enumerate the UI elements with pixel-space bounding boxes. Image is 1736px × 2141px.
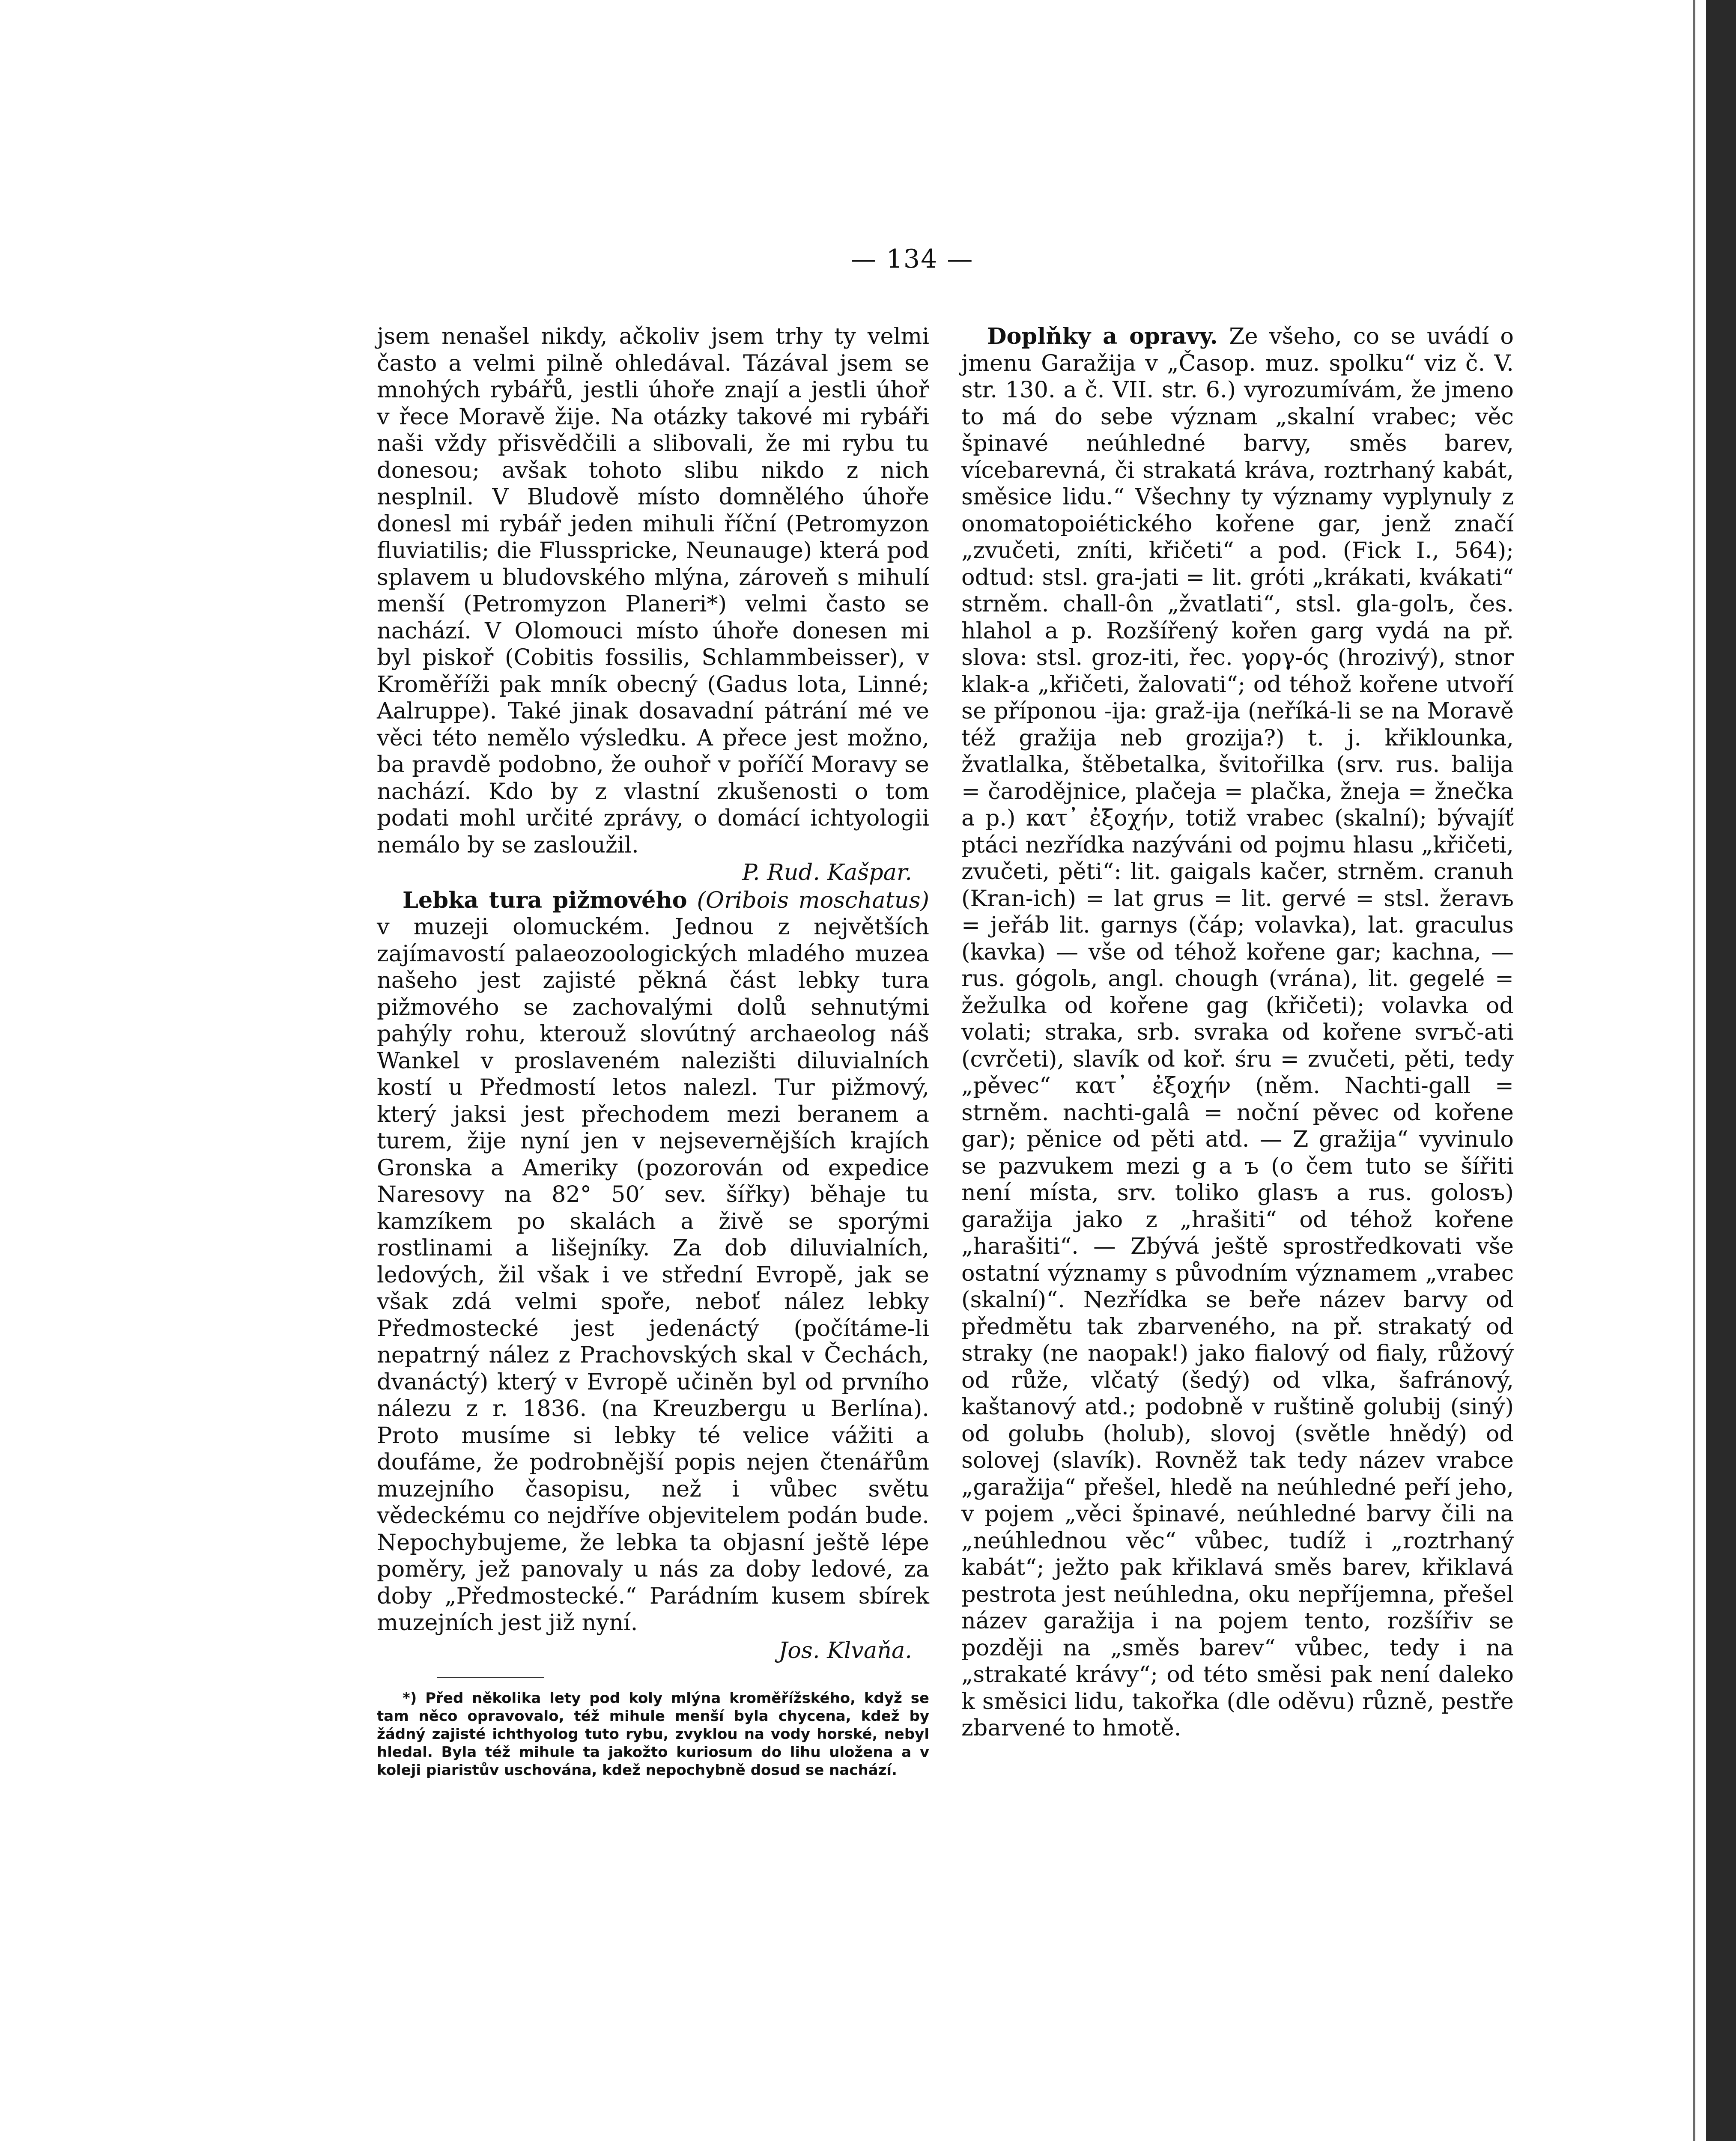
- fish-article-text: jsem nenašel nikdy, ačkoliv jsem trhy ty velmi často a velmi pilně ohledával. Tázával jsem se mnohých rybářů, jestli úhoře znají a jestli úhoř v řece Moravě žije. Na otázky takové mi rybáři naši vždy přisvědčili a slibovali, že mi rybu tu donesou; avšak tohoto slibu nikdo z nich nesplnil. V Bludově místo domnělého úhoře donesl mi rybář jeden mihuli říční (Petromyzon fluviatilis; die Flusspricke, Neunauge) která pod splavem u bludovského mlýna, zároveň s mihulí menší (Petromyzon Planeri*) velmi často se nachází. V Olomouci místo úhoře donesen mi byl piskoř (Cobitis fossilis, Schlammbeisser), v Kroměříži pak mník obecný (Gadus lota, Linné; Aalruppe). Také jinak dosavadní pátrání mé ve věci této nemělo výsledku. A přece jest možno, ba pravdě podobno, že ouhoř v poříčí Moravy se nachází. Kdo by z vlastní zkušenosti o tom podati mohl určité zprávy, o domácí ichtyologii nemálo by se zasloužil.: [377, 323, 929, 858]
- signature-klvana: Jos. Klvaňa.: [779, 1637, 912, 1664]
- addenda-heading: Doplňky a opravy.: [987, 323, 1218, 349]
- signature-kaspar: P. Rud. Kašpar.: [742, 859, 912, 886]
- footnote: *) Před několika lety pod koly mlýna kroměřížského, když se tam něco opravovalo, též mihule menší byla chycena, kdež by žádný zajisté ichthyolog tuto rybu, zvyklou na vody horské, nebyl hledal. Byla též mihule ta jakožto kuriosum do lihu uložena a v koleji piaristův uschována, kdež nepochybně dosud se nachází.: [377, 1690, 929, 1779]
- page-number: — 134 —: [850, 244, 974, 274]
- musk-ox-heading: Lebka tura pižmového: [403, 887, 687, 913]
- musk-ox-article: [377, 887, 929, 1637]
- right-column: [961, 323, 1514, 1742]
- scan-edge-shadow: [1706, 0, 1736, 2141]
- musk-ox-latin: (Oribois moschatus): [697, 887, 929, 913]
- addenda-article: [961, 323, 1514, 1742]
- footnote-rule: [437, 1677, 544, 1678]
- scan-edge-line: [1693, 0, 1695, 2141]
- addenda-body: Ze všeho, co se uvádí o jmenu Garažija v „Časop. muz. spolku“ viz č. V. str. 130. a č. VII. str. 6.) vyrozumívám, že jmeno to má do sebe význam „skalní vrabec; věc špinavé neúhledné barvy, směs barev, vícebarevná, či strakatá kráva, roztrhaný kabát, směsice lidu.“ Všechny ty významy vyplynuly z onomatopoiétického kořene gar, jenž značí „zvučeti, zníti, křičeti“ a pod. (Fick I., 564); odtud: stsl. gra-jati = lit. gróti „krákati, kvákati“ strněm. chall-ôn „žvatlati“, stsl. gla-golъ, čes. hlahol a p. Rozšířený kořen garg vydá na př. slova: stsl. groz-iti, řec. γοργ-ός (hrozivý), stnor klak-a „křičeti, žalovati“; od téhož kořene utvoří se příponou -ija: graž-ija (neříká-li se na Moravě též gražija neb grozija?) t. j. křiklounka, žvatlalka, štěbetalka, švitořilka (srv. rus. balija = čarodějnice, plačeja = plačka, žneja = žnečka a p.) κατ᾽ ἐξοχήν, totiž vrabec (skalní); bývajíť ptáci nezřídka nazýváni od pojmu hlasu „křičeti, zvučeti, pěti“: lit. gaigals kačer, strněm. cranuh (Kran-ich) = lat grus = lit. gervé = stsl. žeravь = jeřáb lit. garnys (čáp; volavka), lat. graculus (kavka) — vše od téhož kořene gar; kachna, — rus. gógolь, angl. chough (vrána), lit. gegelé = žežulka od kořene gag (křičeti); volavka od volati; straka, srb. svraka od kořene svrъč-ati (cvrčeti), slavík od koř. śru = zvučeti, pěti, tedy „pěvec“ κατ᾽ ἐξοχήν (něm. Nachti-gall = strněm. nachti-galâ = noční pěvec od kořene gar); pěnice od pěti atd. — Z gražija“ vyvinulo se pazvukem mezi g a ъ (o čem tuto se šířiti není místa, srv. toliko glasъ a rus. golosъ) garažija jako z „hrašiti“ od téhož kořene „harašiti“. — Zbývá ještě sprostředkovati vše ostatní významy s původním významem „vrabec (skalní)“. Nezřídka se beře název barvy od předmětu tak zbarveného, na př. strakatý od straky (ne naopak!) jako fialový od fialy, růžový od růže, vlčatý (šedý) od vlka, šafránový, kaštanový atd.; podobně v ruštině golubij (siný) od golubь (holub), slovoj (světle hnědý) od solovej (slavík). Rovněž tak tedy název vrabce „garažija“ přešel, hledě na neúhledné peří jeho, v pojem „věci špinavé, neúhledné barvy čili na „neúhlednou věc“ vůbec, tudíž i „roztrhaný kabát“; ježto pak křiklavá směs barev, křiklavá pestrota jest neúhledna, oku nepříjemna, přešel název garažija i na pojem tento, rozšířiv se později na „směs barev“ vůbec, tedy i na „strakaté krávy“; od této směsi pak není daleko k směsici lidu, takořka (dle oděvu) různě, pestře zbarvené to hmotě.: [961, 323, 1514, 1741]
- musk-ox-body: v muzeji olomuckém. Jednou z největších zajímavostí palaeozoologických mladého muzea našeho jest zajisté pěkná část lebky tura pižmového se zachovalými dolů sehnutými pahýly rohu, kterouž slovútný archaeolog náš Wankel v proslaveném nalezišti diluvialních kostí u Předmostí letos nalezl. Tur pižmový, který jaksi jest přechodem mezi beranem a turem, žije nyní jen v nejsevernějších krajích Gronska a Ameriky (pozorován od expedice Naresovy na 82° 50′ sev. šířky) běhaje tu kamzíkem po skalách a živě se sporými rostlinami a lišejníky. Za dob diluvialních, ledových, žil však i ve střední Evropě, jak se však zdá velmi spoře, neboť nález lebky Předmostecké jest jedenáctý (počítáme-li nepatrný nález z Prachovských skal v Čechách, dvanáctý) který v Evropě učiněn byl od prvního nálezu z r. 1836. (na Kreuzbergu u Berlína). Proto musíme si lebky té velice vážiti a doufáme, že podrobnější popis nejen čtenářům muzejního časopisu, než i vůbec světu vědeckému co nejdříve objevitelem podán bude. Nepochybujeme, že lebka ta objasní ještě lépe poměry, jež panovaly u nás za doby ledové, za doby „Předmostecké.“ Parádním kusem sbírek muzejních jest již nyní.: [377, 914, 929, 1636]
- left-column: [377, 323, 929, 1779]
